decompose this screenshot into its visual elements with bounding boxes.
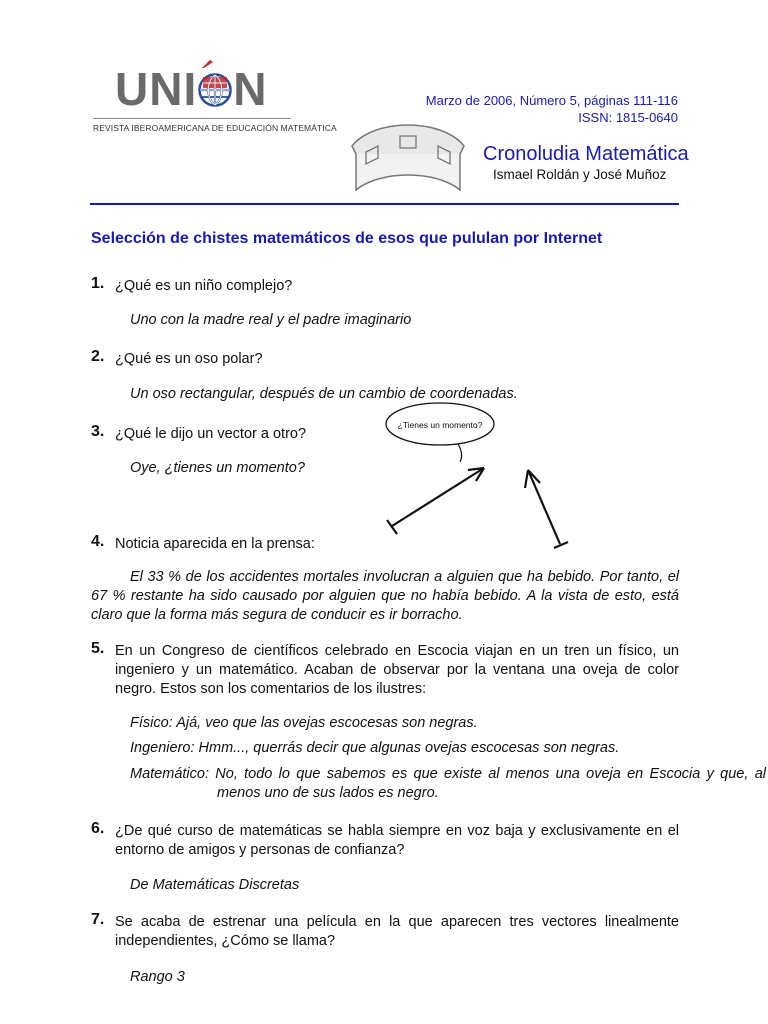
accent-mark-icon — [199, 60, 213, 68]
joke-question: ¿Qué le dijo un vector a otro? — [115, 426, 307, 442]
joke-item — [91, 642, 679, 699]
joke-item — [91, 535, 679, 554]
joke-item — [91, 350, 679, 369]
dialogue-line: Ingeniero: Hmm..., querrás decir que algunas ovejas escocesas son negras. — [130, 740, 620, 756]
joke-question: ¿Qué es un oso polar? — [115, 351, 263, 367]
joke-number: 1. — [91, 275, 105, 292]
joke-number: 6. — [91, 820, 105, 837]
logo-divider — [93, 118, 291, 119]
joke-answer: De Matemáticas Discretas — [130, 877, 300, 893]
speech-bubble-text: ¿Tienes un momento? — [397, 420, 483, 430]
joke-answer: El 33 % de los accidentes mortales involucran a alguien que ha bebido. Por tanto, el 67 % restante ha sido causado por alguien que no había bebido. A la vista de esto, está claro que la forma más segura de conducir es ir borracho. — [91, 569, 679, 623]
vector-doodle-icon — [380, 398, 600, 558]
joke-number: 4. — [91, 533, 105, 550]
logo-subtitle: REVISTA IBEROAMERICANA DE EDUCACIÓN MATEMÁTICA — [93, 123, 337, 133]
joke-answer: Uno con la madre real y el padre imaginario — [130, 312, 412, 328]
dialogue-line: Matemático: No, todo lo que sabemos es que existe al menos una oveja en Escocia y que, al menos uno de sus lados es negro. — [130, 766, 766, 801]
arch-illustration-icon — [350, 116, 466, 194]
joke-question: En un Congreso de científicos celebrado en Escocia viajan en un tren un físico, un ingeniero y un matemático. Acaban de observar por la ventana una oveja de color negro. Estos son los comentarios de los ilustres: — [115, 643, 679, 697]
joke-answer: Rango 3 — [130, 969, 185, 985]
series-title: Cronoludia Matemática — [483, 143, 689, 165]
joke-item — [91, 425, 371, 444]
joke-item — [91, 822, 679, 860]
journal-logo: UNI N — [115, 63, 268, 115]
joke-item — [91, 277, 679, 296]
joke-number: 5. — [91, 640, 105, 657]
joke-answer: Oye, ¿tienes un momento? — [130, 460, 305, 476]
issn: ISSN: 1815-0640 — [578, 110, 678, 125]
joke-item — [91, 913, 679, 951]
joke-answer: Un oso rectangular, después de un cambio de coordenadas. — [130, 386, 518, 402]
authors: Ismael Roldán y José Muñoz — [493, 167, 667, 182]
joke-question: ¿De qué curso de matemáticas se habla siempre en voz baja y exclusivamente en el entorno de amigos y personas de confianza? — [115, 823, 679, 858]
article-title: Selección de chistes matemáticos de esos que pululan por Internet — [91, 230, 603, 247]
issue-info: Marzo de 2006, Número 5, páginas 111-116 — [425, 93, 678, 108]
joke-number: 3. — [91, 423, 105, 440]
joke-question: ¿Qué es un niño complejo? — [115, 278, 293, 294]
joke-number: 2. — [91, 348, 105, 365]
header-rule — [90, 203, 679, 205]
joke-question: Noticia aparecida en la prensa: — [115, 536, 315, 552]
joke-question: Se acaba de estrenar una película en la que aparecen tres vectores linealmente independientes, ¿Cómo se llama? — [115, 914, 679, 949]
dialogue-line: Físico: Ajá, veo que las ovejas escocesas son negras. — [130, 715, 478, 731]
joke-number: 7. — [91, 911, 105, 928]
